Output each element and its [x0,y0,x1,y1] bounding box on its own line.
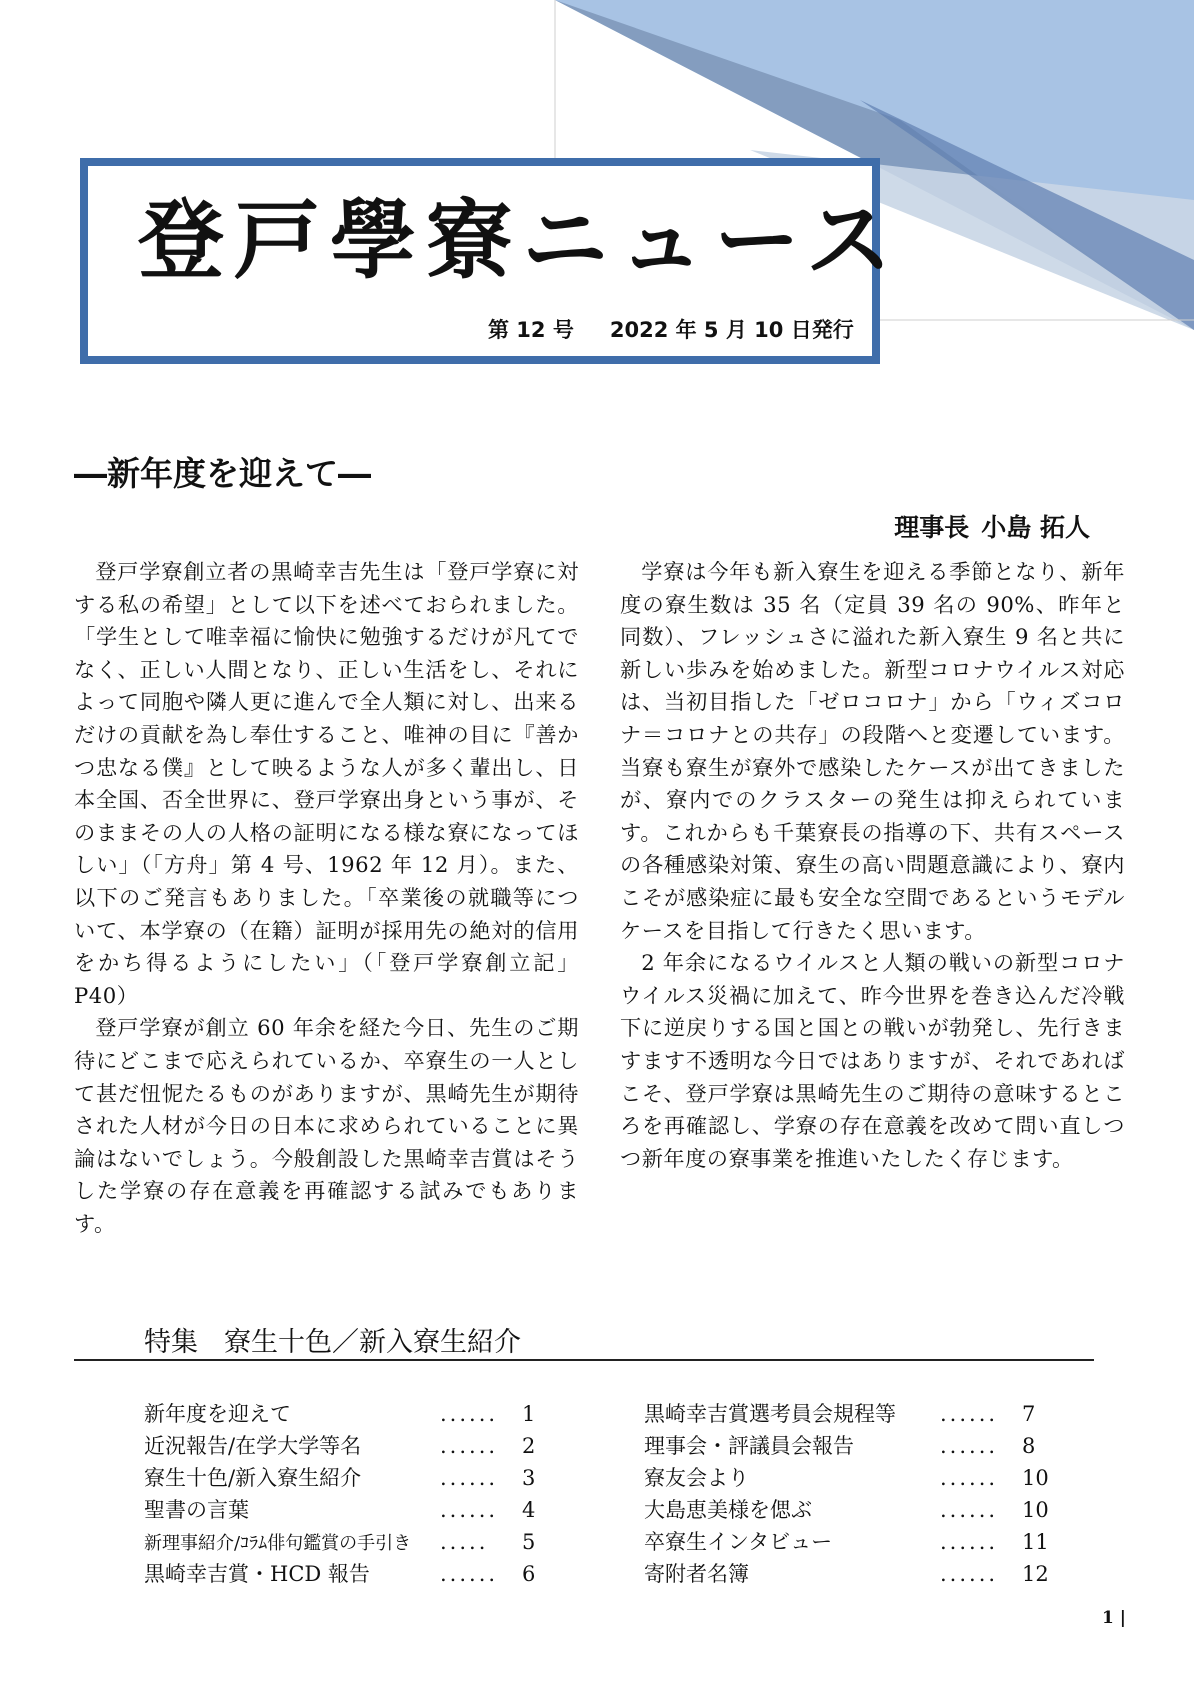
toc-page: 12 [1022,1562,1049,1586]
toc-title: 大島恵美様を偲ぶ [644,1498,812,1522]
table-of-contents-left [144,1398,584,1590]
toc-item[interactable] [644,1558,1084,1590]
article-paragraph: 登戸学寮が創立 60 年余を経た今日、先生のご期待にどこまで応えられているか、卒寮生の一人として甚だ忸怩たるものがありますが、黒崎先生が期待された人材が今日の日本に求められていることに異論はないでしょう。今般創設した黒崎幸吉賞はそうした学寮の存在意義を再確認する試みでもあります。 [74,1015,579,1236]
toc-dots: ...... [940,1498,999,1522]
article-paragraph: 2 年余になるウイルスと人類の戦いの新型コロナウイルス災禍に加えて、昨今世界を巻き込んだ冷戦下に逆戻りする国と国との戦いが勃発し、先行きますます不透明な今日ではありますが、それであればこそ、登戸学寮は黒崎先生のご期待の意味するところを再確認し、学寮の存在意義を改めて問い直しつつ新年度の寮事業を推進いたしたく存じます。 [620,950,1125,1171]
issue-number: 第 12 号 [488,318,574,342]
toc-dots: ...... [440,1466,499,1490]
toc-page: 7 [1022,1402,1036,1426]
article-paragraph: 登戸学寮創立者の黒崎幸吉先生は「登戸学寮に対する私の希望」として以下を述べておられました。「学生として唯幸福に愉快に勉強するだけが凡てでなく、正しい人間となり、正しい生活をし、それによって同胞や隣人更に進んで全人類に対し、出来るだけの貢献を為し奉仕すること、唯神の目に『善かつ忠なる僕』として映るような人が多く輩出し、日本全国、否全世界に、登戸学寮出身という事が、そのままその人の人格の証明になる様な寮になってほしい」（「方舟」第 4 号、1962 年 12 月）。また、以下のご発言もありました。「卒業後の就職等について、本学寮の（在籍）証明が採用先の絶対的信用をかち得るようにしたい」（「登戸学寮創立記」P40） [74,559,579,1008]
feature-divider [74,1359,1094,1361]
toc-item[interactable] [144,1558,584,1590]
toc-page: 1 [522,1402,536,1426]
toc-dots: ...... [940,1530,999,1554]
toc-item[interactable] [144,1430,584,1462]
toc-dots: ...... [440,1498,499,1522]
toc-page: 6 [522,1562,536,1586]
toc-title: 新年度を迎えて [144,1402,291,1426]
toc-dots: ...... [940,1434,999,1458]
toc-page: 5 [522,1530,536,1554]
toc-item[interactable] [644,1430,1084,1462]
toc-title: 黒崎幸吉賞・HCD 報告 [144,1562,370,1586]
toc-page: 8 [1022,1434,1036,1458]
toc-dots: ...... [940,1562,999,1586]
feature-title: 寮生十色／新入寮生紹介 [224,1327,521,1358]
toc-page: 10 [1022,1466,1049,1490]
toc-title: 新理事紹介/ｺﾗﾑ俳句鑑賞の手引き [144,1533,412,1554]
issue-info [488,314,854,344]
toc-title: 寄附者名簿 [644,1562,749,1586]
article-title: ―新年度を迎えて― [74,454,371,493]
table-of-contents-right [644,1398,1084,1590]
toc-title: 卒寮生インタビュー [644,1530,833,1554]
page-number: 1 | [1102,1608,1126,1628]
toc-title: 寮友会より [644,1466,749,1490]
article-column-right [620,556,1125,1175]
toc-item[interactable] [144,1494,584,1526]
feature-heading [144,1320,521,1359]
toc-item[interactable] [144,1526,584,1558]
toc-dots: ...... [940,1466,999,1490]
toc-item[interactable] [144,1462,584,1494]
toc-item[interactable] [644,1398,1084,1430]
toc-dots: ...... [940,1402,999,1426]
toc-dots: ..... [440,1530,489,1554]
author-role: 理事長 [894,513,970,542]
article-author [894,508,1090,544]
masthead-frame [80,158,902,364]
issue-date: 2022 年 5 月 10 日発行 [609,318,854,342]
toc-page: 11 [1022,1530,1049,1554]
toc-item[interactable] [644,1526,1084,1558]
toc-dots: ...... [440,1562,499,1586]
toc-page: 3 [522,1466,536,1490]
toc-title: 寮生十色/新入寮生紹介 [144,1466,362,1490]
author-name: 小島 拓人 [981,513,1090,542]
toc-title: 黒崎幸吉賞選考員会規程等 [644,1402,896,1426]
toc-dots: ...... [440,1434,499,1458]
toc-item[interactable] [644,1462,1084,1494]
toc-dots: ...... [440,1402,499,1426]
toc-page: 10 [1022,1498,1049,1522]
toc-title: 聖書の言葉 [144,1498,249,1522]
toc-item[interactable] [644,1494,1084,1526]
toc-item[interactable] [144,1398,584,1430]
feature-label: 特集 [144,1327,198,1358]
toc-title: 理事会・評議員会報告 [644,1434,854,1458]
masthead-title: 登戸學寮ニュース [138,191,902,291]
article-column-left [74,556,579,1240]
toc-title: 近況報告/在学大学等名 [144,1434,362,1458]
toc-page: 4 [522,1498,536,1522]
article-paragraph: 学寮は今年も新入寮生を迎える季節となり、新年度の寮生数は 35 名（定員 39 名の 90%、昨年と同数）、フレッシュさに溢れた新入寮生 9 名と共に新しい歩みを始めました。新型コロナウイルス対応は、当初目指した「ゼロコロナ」から「ウィズコロナ＝コロナとの共存」の段階へと変遷しています。当寮も寮生が寮外で感染したケースが出てきましたが、寮内でのクラスターの発生は抑えられています。これからも千葉寮長の指導の下、共有スペースの各種感染対策、寮生の高い問題意識により、寮内こそが感染症に最も安全な空間であるというモデルケースを目指して行きたく思います。 [620,559,1125,943]
toc-page: 2 [522,1434,536,1458]
